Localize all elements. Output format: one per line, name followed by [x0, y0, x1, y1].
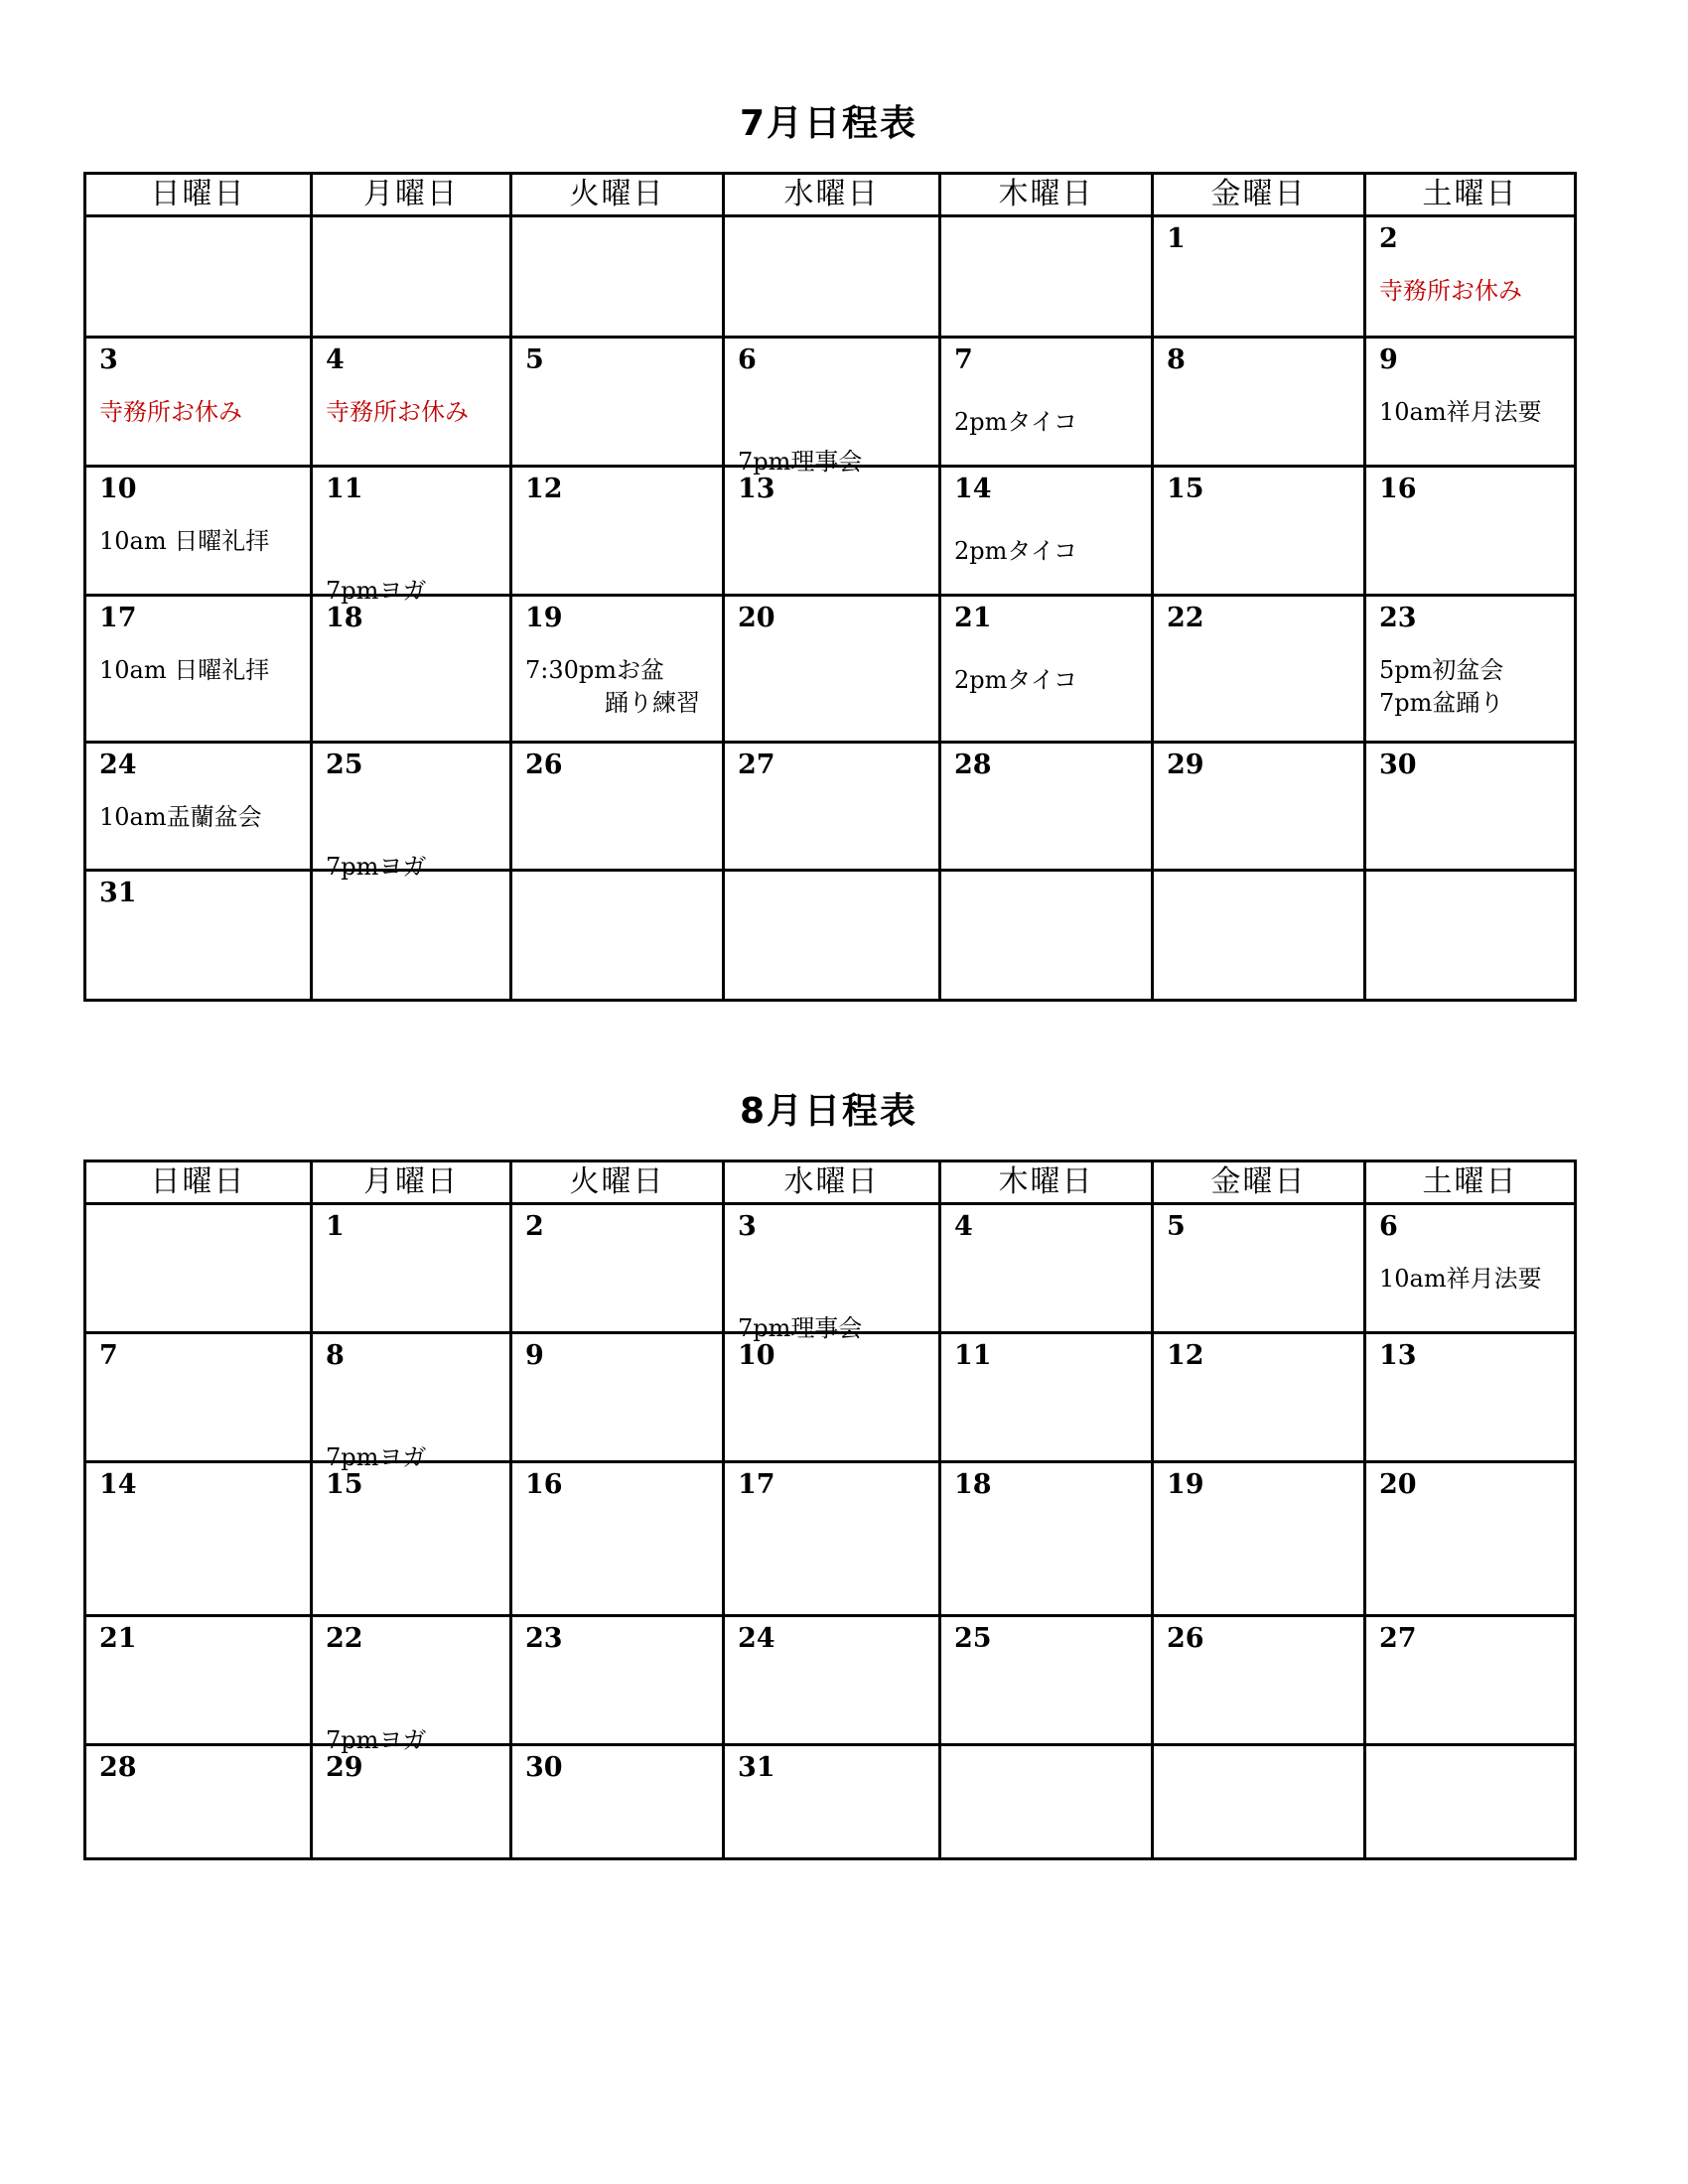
event-line: 5pm初盆会	[1379, 656, 1504, 684]
day-cell	[511, 1462, 724, 1616]
day-cell	[85, 216, 312, 338]
day-number: 31	[738, 1752, 775, 1783]
day-number: 17	[99, 603, 137, 633]
day-cell	[511, 216, 724, 338]
weekday-header: 金曜日	[1153, 1161, 1365, 1204]
day-number: 21	[99, 1623, 137, 1654]
day-cell	[511, 1745, 724, 1859]
event-line: 7pmヨガ	[326, 1443, 427, 1471]
day-number: 16	[1379, 474, 1417, 504]
day-number: 14	[99, 1469, 137, 1500]
day-cell	[312, 1462, 511, 1616]
day-number: 3	[738, 1211, 757, 1242]
week-row	[85, 1333, 1576, 1462]
day-cell	[511, 743, 724, 871]
july-calendar	[83, 94, 1574, 1002]
day-cell	[724, 1333, 940, 1462]
day-number: 25	[326, 750, 363, 780]
event-text	[1379, 654, 1503, 720]
day-cell	[940, 1616, 1153, 1745]
event-text	[1379, 1259, 1542, 1294]
event-line: 7pm理事会	[738, 448, 863, 476]
day-number: 26	[525, 750, 563, 780]
day-cell	[940, 216, 1153, 338]
july-title: 7月日程表	[739, 103, 918, 144]
day-cell	[85, 338, 312, 467]
day-cell	[724, 1204, 940, 1342]
weekday-header: 火曜日	[511, 174, 724, 216]
august-calendar	[83, 1082, 1574, 1860]
day-cell	[312, 1616, 511, 1754]
day-number: 10	[738, 1340, 775, 1371]
day-cell	[1365, 216, 1576, 338]
day-cell	[940, 596, 1153, 743]
day-cell	[724, 216, 940, 338]
day-cell	[1153, 216, 1365, 338]
week-row	[85, 1204, 1576, 1333]
day-cell	[511, 1616, 724, 1745]
week-row	[85, 743, 1576, 871]
event-line: 7pmヨガ	[326, 853, 427, 881]
weekday-header: 月曜日	[312, 1161, 511, 1204]
weekday-header: 日曜日	[85, 1161, 312, 1204]
event-line: 7pmヨガ	[326, 1726, 427, 1754]
day-cell	[85, 596, 312, 743]
week-row	[85, 216, 1576, 338]
day-cell	[85, 743, 312, 871]
day-cell	[1153, 338, 1365, 467]
day-cell	[1153, 871, 1365, 1001]
weekday-header: 月曜日	[312, 174, 511, 216]
day-cell	[511, 338, 724, 467]
event-line: 寺務所お休み	[326, 398, 469, 426]
day-number: 28	[99, 1752, 137, 1783]
week-row	[85, 871, 1576, 1001]
july-table	[83, 172, 1577, 1002]
day-cell	[85, 871, 312, 1001]
event-line: 踊り練習	[605, 689, 700, 717]
day-number: 13	[1379, 1340, 1417, 1371]
day-number: 11	[326, 474, 363, 504]
day-number: 20	[738, 603, 775, 633]
august-title: 8月日程表	[739, 1091, 918, 1132]
day-cell	[1365, 871, 1576, 1001]
day-number: 28	[954, 750, 992, 780]
day-cell	[724, 871, 940, 1001]
day-number: 1	[326, 1211, 345, 1242]
day-cell	[1153, 1462, 1365, 1616]
day-cell	[1153, 1616, 1365, 1745]
day-cell	[312, 871, 511, 1001]
day-number: 20	[1379, 1469, 1417, 1500]
event-text	[326, 392, 469, 427]
day-cell	[511, 596, 724, 743]
day-cell	[1153, 1204, 1365, 1333]
weekday-header: 木曜日	[940, 1161, 1153, 1204]
day-number: 27	[1379, 1623, 1417, 1654]
day-number: 17	[738, 1469, 775, 1500]
event-line: 10am祥月法要	[1379, 398, 1542, 426]
day-cell	[85, 467, 312, 596]
day-cell	[940, 338, 1153, 467]
event-text	[99, 797, 262, 832]
day-number: 30	[525, 1752, 563, 1783]
day-cell	[312, 1204, 511, 1333]
event-line: 寺務所お休み	[99, 398, 242, 426]
event-line: 7:30pmお盆	[525, 656, 665, 684]
day-number: 8	[326, 1340, 345, 1371]
day-cell	[312, 216, 511, 338]
weekday-header: 木曜日	[940, 174, 1153, 216]
day-number: 24	[99, 750, 137, 780]
week-row	[85, 596, 1576, 743]
day-number: 6	[738, 344, 757, 375]
day-number: 2	[1379, 223, 1398, 254]
event-line: 2pmタイコ	[954, 537, 1077, 565]
day-number: 8	[1167, 344, 1186, 375]
day-cell	[312, 467, 511, 605]
day-cell	[511, 467, 724, 596]
event-line: 7pm盆踊り	[1379, 689, 1504, 717]
day-number: 26	[1167, 1623, 1204, 1654]
day-cell	[1365, 596, 1576, 743]
event-text	[954, 660, 1077, 695]
day-cell	[724, 1462, 940, 1616]
day-number: 9	[525, 1340, 544, 1371]
day-number: 18	[954, 1469, 992, 1500]
day-cell	[1365, 1333, 1576, 1462]
day-cell	[1365, 1204, 1576, 1333]
day-cell	[940, 743, 1153, 871]
weekday-header-row	[85, 174, 1576, 216]
event-line: 2pmタイコ	[954, 666, 1077, 694]
day-cell	[312, 1333, 511, 1471]
day-number: 23	[525, 1623, 563, 1654]
day-cell	[511, 871, 724, 1001]
event-line: 2pmタイコ	[954, 408, 1077, 436]
event-line: 寺務所お休み	[1379, 277, 1522, 305]
day-number: 13	[738, 474, 775, 504]
day-cell	[85, 1616, 312, 1745]
day-cell	[1153, 467, 1365, 596]
day-number: 4	[954, 1211, 973, 1242]
day-cell	[1365, 467, 1576, 596]
day-cell	[85, 1462, 312, 1616]
event-line: 7pmヨガ	[326, 577, 427, 605]
day-number: 29	[326, 1752, 363, 1783]
day-number: 9	[1379, 344, 1398, 375]
day-number: 2	[525, 1211, 544, 1242]
week-row	[85, 338, 1576, 467]
day-number: 23	[1379, 603, 1417, 633]
event-line: 10am 日曜礼拝	[99, 656, 270, 684]
day-cell	[940, 1745, 1153, 1859]
day-cell	[511, 1333, 724, 1462]
day-cell	[1365, 1616, 1576, 1745]
day-cell	[724, 338, 940, 476]
day-cell	[1365, 1745, 1576, 1859]
day-cell	[940, 1462, 1153, 1616]
day-cell	[1365, 338, 1576, 467]
day-number: 31	[99, 878, 137, 908]
event-text	[954, 402, 1077, 437]
event-line: 10am 日曜礼拝	[99, 527, 270, 555]
event-line: 10am祥月法要	[1379, 1265, 1542, 1293]
day-cell	[312, 1745, 511, 1859]
day-cell	[1153, 596, 1365, 743]
week-row	[85, 1616, 1576, 1745]
weekday-header: 火曜日	[511, 1161, 724, 1204]
day-number: 5	[525, 344, 544, 375]
day-number: 3	[99, 344, 118, 375]
day-number: 22	[326, 1623, 363, 1654]
day-number: 11	[954, 1340, 992, 1371]
day-cell	[724, 1745, 940, 1859]
week-row	[85, 1745, 1576, 1859]
event-text	[1379, 271, 1522, 306]
day-number: 1	[1167, 223, 1186, 254]
day-number: 22	[1167, 603, 1204, 633]
day-cell	[724, 596, 940, 743]
event-text	[1379, 392, 1542, 427]
day-number: 15	[326, 1469, 363, 1500]
weekday-header: 水曜日	[724, 1161, 940, 1204]
day-cell	[940, 467, 1153, 596]
day-cell	[1153, 1333, 1365, 1462]
day-number: 12	[1167, 1340, 1204, 1371]
day-number: 12	[525, 474, 563, 504]
day-number: 7	[99, 1340, 118, 1371]
day-cell	[940, 1333, 1153, 1462]
day-cell	[1365, 1462, 1576, 1616]
day-number: 30	[1379, 750, 1417, 780]
day-cell	[511, 1204, 724, 1333]
weekday-header: 土曜日	[1365, 1161, 1576, 1204]
event-text	[99, 650, 269, 685]
day-cell	[85, 1745, 312, 1859]
event-line: 10am盂蘭盆会	[99, 803, 262, 831]
week-row	[85, 1462, 1576, 1616]
weekday-header: 日曜日	[85, 174, 312, 216]
event-text	[954, 531, 1077, 566]
day-number: 29	[1167, 750, 1204, 780]
event-text	[99, 392, 242, 427]
day-cell	[724, 1616, 940, 1745]
event-text	[525, 654, 700, 720]
day-cell	[312, 338, 511, 467]
day-number: 15	[1167, 474, 1204, 504]
event-line: 7pm理事会	[738, 1314, 863, 1342]
day-number: 4	[326, 344, 345, 375]
day-cell	[312, 596, 511, 743]
day-number: 7	[954, 344, 973, 375]
day-cell	[1153, 743, 1365, 871]
day-number: 25	[954, 1623, 992, 1654]
day-number: 10	[99, 474, 137, 504]
day-number: 18	[326, 603, 363, 633]
day-number: 24	[738, 1623, 775, 1654]
day-cell	[1365, 743, 1576, 871]
event-text	[99, 521, 269, 556]
day-cell	[724, 743, 940, 871]
day-number: 6	[1379, 1211, 1398, 1242]
day-number: 14	[954, 474, 992, 504]
day-cell	[940, 1204, 1153, 1333]
day-cell	[85, 1204, 312, 1333]
day-cell	[940, 871, 1153, 1001]
weekday-header: 水曜日	[724, 174, 940, 216]
weekday-header: 土曜日	[1365, 174, 1576, 216]
day-number: 27	[738, 750, 775, 780]
day-cell	[85, 1333, 312, 1462]
day-number: 19	[1167, 1469, 1204, 1500]
weekday-header-row	[85, 1161, 1576, 1204]
day-number: 5	[1167, 1211, 1186, 1242]
day-cell	[312, 743, 511, 881]
day-number: 16	[525, 1469, 563, 1500]
weekday-header: 金曜日	[1153, 174, 1365, 216]
day-number: 19	[525, 603, 563, 633]
day-number: 21	[954, 603, 992, 633]
day-cell	[1153, 1745, 1365, 1859]
week-row	[85, 467, 1576, 596]
day-cell	[724, 467, 940, 596]
august-table	[83, 1160, 1577, 1860]
